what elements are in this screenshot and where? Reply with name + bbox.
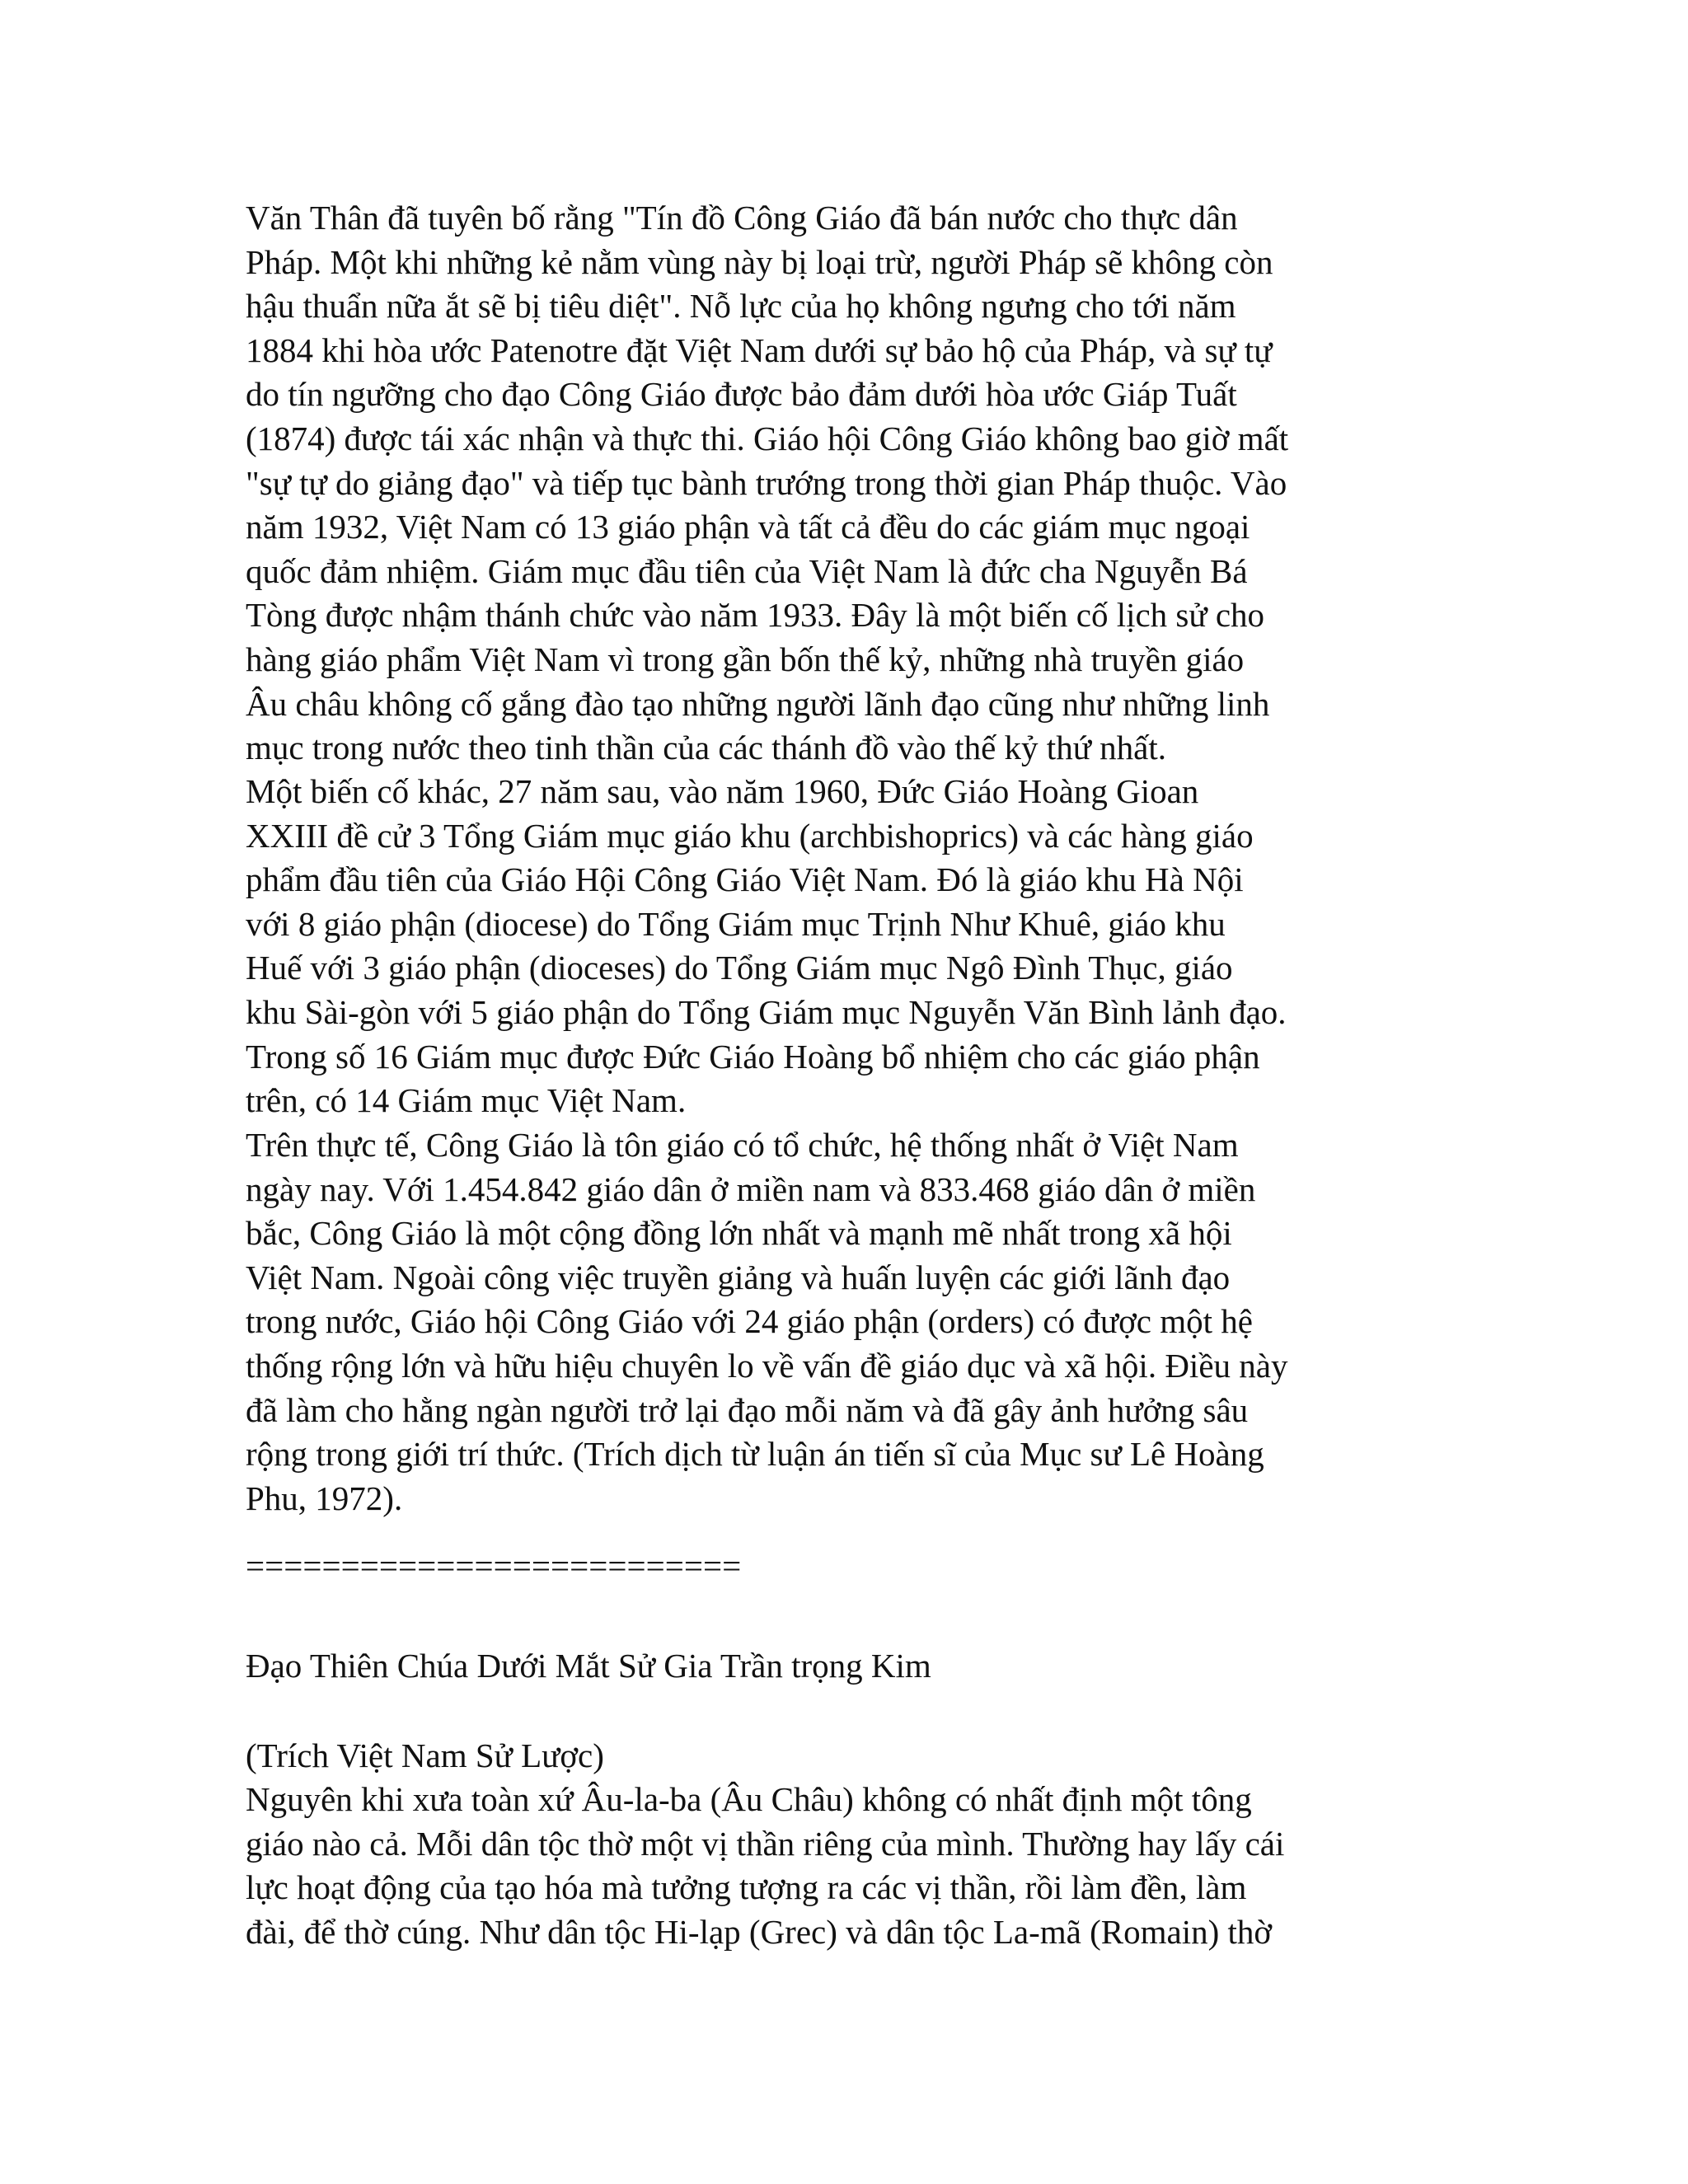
paragraph-van-than — [246, 196, 1288, 771]
text-line: hàng giáo phẩm Việt Nam vì trong gần bốn thế kỷ, những nhà truyền giáo — [246, 640, 1245, 678]
text-line: quốc đảm nhiệm. Giám mục đầu tiên của Việt Nam là đức cha Nguyễn Bá — [246, 551, 1248, 590]
section-separator — [246, 1544, 741, 1589]
text-line: XXIII đề cử 3 Tổng Giám mục giáo khu (archbishoprics) và các hàng giáo — [246, 816, 1254, 855]
heading-text: Đạo Thiên Chúa Dưới Mắt Sử Gia Trần trọng Kim — [246, 1647, 931, 1685]
paragraph-europe-religion — [246, 1778, 1284, 1954]
text-line: Tòng được nhậm thánh chức vào năm 1933. Đây là một biến cố lịch sử cho — [246, 596, 1265, 635]
text-line: ngày nay. Với 1.454.842 giáo dân ở miền nam và 833.468 giáo dân ở miền — [246, 1169, 1256, 1208]
text-line: Pháp. Một khi những kẻ nằm vùng này bị loại trừ, người Pháp sẽ không còn — [246, 242, 1273, 281]
paragraph-catholic-statistics — [246, 1123, 1287, 1521]
text-line: Việt Nam. Ngoài công việc truyền giảng và huấn luyện các giới lãnh đạo — [246, 1258, 1231, 1296]
text-line: đã làm cho hằng ngàn người trở lại đạo mỗi năm và đã gây ảnh hưởng sâu — [246, 1390, 1249, 1429]
text-line: Phu, 1972). — [246, 1479, 403, 1517]
section-heading — [246, 1644, 931, 1689]
text-line: phẩm đầu tiên của Giáo Hội Công Giáo Việt Nam. Đó là giáo khu Hà Nội — [246, 860, 1244, 899]
text-line: Trong số 16 Giám mục được Đức Giáo Hoàng bổ nhiệm cho các giáo phận — [246, 1037, 1260, 1076]
text-line: bắc, Công Giáo là một cộng đồng lớn nhất và mạnh mẽ nhất trong xã hội — [246, 1214, 1232, 1253]
text-line: do tín ngưỡng cho đạo Công Giáo được bảo đảm dưới hòa ước Giáp Tuất — [246, 375, 1237, 414]
text-line: mục trong nước theo tinh thần của các thánh đồ vào thế kỷ thứ nhất. — [246, 729, 1167, 767]
text-line: Một biến cố khác, 27 năm sau, vào năm 1960, Đức Giáo Hoàng Gioan — [246, 772, 1199, 810]
text-line: trên, có 14 Giám mục Việt Nam. — [246, 1081, 687, 1120]
subheading-text: (Trích Việt Nam Sử Lược) — [246, 1736, 604, 1774]
text-line: hậu thuẩn nữa ắt sẽ bị tiêu diệt". Nỗ lực của họ không ngưng cho tới năm — [246, 287, 1236, 326]
text-line: Âu châu không cố gắng đào tạo những người lãnh đạo cũng như những linh — [246, 684, 1270, 723]
text-line: Trên thực tế, Công Giáo là tôn giáo có tổ chức, hệ thống nhất ở Việt Nam — [246, 1126, 1239, 1164]
section-subheading — [246, 1734, 604, 1779]
text-line: 1884 khi hòa ước Patenotre đặt Việt Nam dưới sự bảo hộ của Pháp, và sự tự — [246, 330, 1273, 369]
text-line: lực hoạt động của tạo hóa mà tưởng tượng ra các vị thần, rồi làm đền, làm — [246, 1868, 1247, 1907]
text-line: khu Sài-gòn với 5 giáo phận do Tổng Giám mục Nguyễn Văn Bình lảnh đạo. — [246, 992, 1287, 1031]
text-line: giáo nào cả. Mỗi dân tộc thờ một vị thần riêng của mình. Thường hay lấy cái — [246, 1824, 1285, 1863]
text-line: trong nước, Giáo hội Công Giáo với 24 giáo phận (orders) có được một hệ — [246, 1302, 1253, 1341]
text-line: "sự tự do giảng đạo" và tiếp tục bành trướng trong thời gian Pháp thuộc. Vào — [246, 463, 1287, 502]
text-line: rộng trong giới trí thức. (Trích dịch từ luận án tiến sĩ của Mục sư Lê Hoàng — [246, 1435, 1264, 1474]
text-line: Nguyên khi xưa toàn xứ Âu-la-ba (Âu Châu) không có nhất định một tông — [246, 1780, 1252, 1818]
text-line: thống rộng lớn và hữu hiệu chuyên lo về vấn đề giáo dục và xã hội. Điều này — [246, 1346, 1288, 1385]
separator-line: ========================== — [246, 1547, 742, 1585]
text-line: Văn Thân đã tuyên bố rằng "Tín đồ Công Giáo đã bán nước cho thực dân — [246, 199, 1238, 237]
text-line: đài, để thờ cúng. Như dân tộc Hi-lạp (Grec) và dân tộc La-mã (Romain) thờ — [246, 1912, 1273, 1951]
paragraph-1960-archbishoprics — [246, 770, 1287, 1123]
text-line: năm 1932, Việt Nam có 13 giáo phận và tất cả đều do các giám mục ngoại — [246, 508, 1250, 546]
text-line: với 8 giáo phận (diocese) do Tổng Giám mục Trịnh Như Khuê, giáo khu — [246, 904, 1226, 943]
text-line: (1874) được tái xác nhận và thực thi. Giáo hội Công Giáo không bao giờ mất — [246, 419, 1289, 457]
text-line: Huế với 3 giáo phận (dioceses) do Tổng Giám mục Ngô Đình Thục, giáo — [246, 949, 1233, 987]
